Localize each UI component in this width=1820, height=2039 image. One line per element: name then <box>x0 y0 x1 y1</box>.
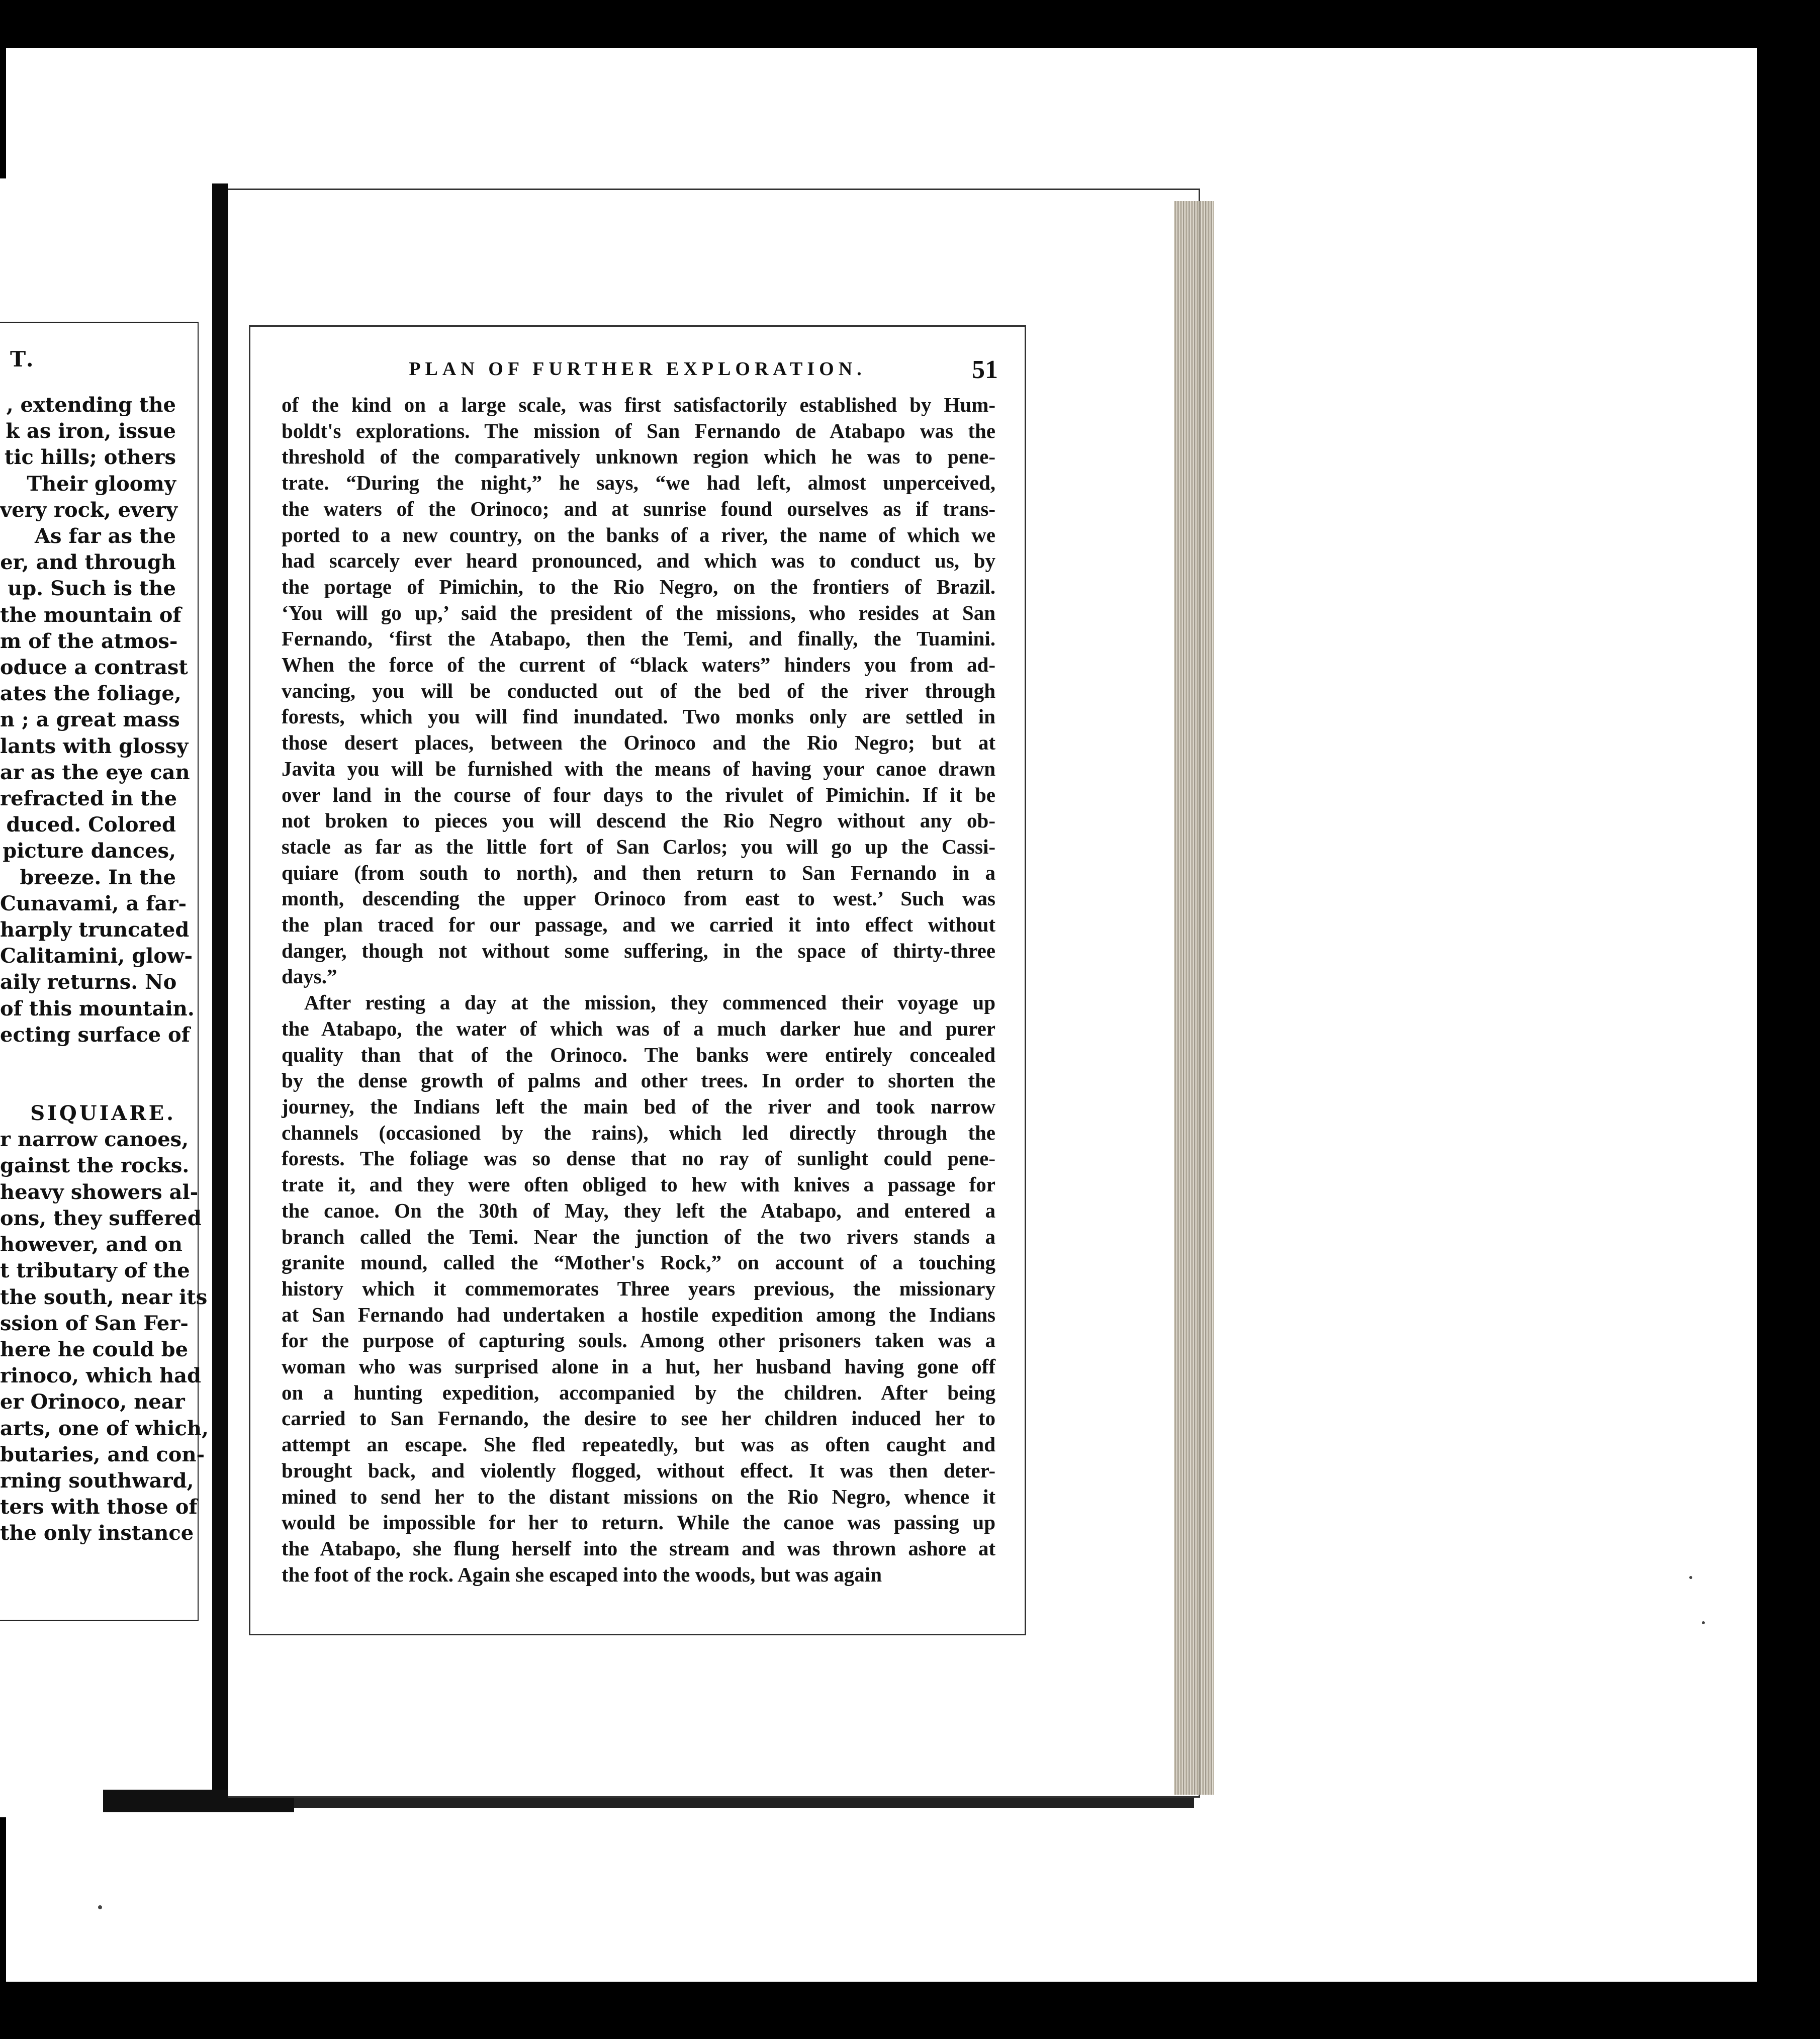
text-line: brought back, and violently flogged, without effect. It was then deter- <box>282 1458 995 1482</box>
left-text-line: very rock, every <box>0 498 178 522</box>
left-text-line: Their gloomy <box>27 472 176 496</box>
text-line: stacle as far as the little fort of San Carlos; you will go up the Cassi- <box>282 835 995 858</box>
left-text-line: t tributary of the <box>0 1259 190 1283</box>
left-text-line: the south, near its <box>0 1285 208 1309</box>
left-text-line: of this mountain. <box>0 996 195 1021</box>
text-line: Fernando, ‘first the Atabapo, then the Temi, and finally, the Tuamini. <box>282 627 995 651</box>
text-line: history which it commemorates Three years previous, the missionary <box>282 1276 995 1300</box>
left-text-line: ssion of San Fer- <box>0 1311 189 1335</box>
text-line: for the purpose of capturing souls. Among other prisoners taken was a <box>282 1329 995 1352</box>
text-line: vancing, you will be conducted out of the bed of the river through <box>282 679 995 702</box>
left-text-line: ters with those of <box>0 1495 198 1519</box>
left-text-line: refracted in the <box>0 787 177 811</box>
text-line: branch called the Temi. Near the junction of the two rivers stands a <box>282 1225 995 1248</box>
text-line: boldt's explorations. The mission of San Fernando de Atabapo was the <box>282 419 995 442</box>
text-line: trate it, and they were often obliged to hew with knives a passage for <box>282 1173 995 1196</box>
dust-speck <box>98 1905 102 1909</box>
left-running-head: T. <box>10 347 37 372</box>
text-line: granite mound, called the “Mother's Rock,” on account of a touching <box>282 1251 995 1274</box>
text-line: quiare (from south to north), and then return to San Fernando in a <box>282 861 995 884</box>
left-text-line: r narrow canoes, <box>0 1128 189 1152</box>
text-line: the foot of the rock. Again she escaped into the woods, but was again <box>282 1562 882 1586</box>
line-gap <box>0 1074 176 1100</box>
left-text-line: arts, one of which, <box>0 1416 209 1440</box>
text-line: days.” <box>282 965 337 988</box>
text-line: not broken to pieces you will descend the Rio Negro without any ob- <box>282 809 995 832</box>
left-text-line: er Orinoco, near <box>0 1390 185 1414</box>
book-spine <box>212 183 228 1802</box>
text-line: ‘You will go up,’ said the president of the missions, who resides at San <box>282 601 995 624</box>
left-text-line: harply truncated <box>0 918 190 942</box>
left-text-line: m of the atmos- <box>0 629 178 653</box>
dust-speck <box>1689 1576 1692 1579</box>
running-head: PLAN OF FURTHER EXPLORATION. <box>409 358 866 380</box>
left-text-line: ar as the eye can <box>0 760 190 784</box>
right-page-frame <box>249 325 1026 1635</box>
left-text-line: rinoco, which had <box>0 1364 201 1388</box>
text-line: the portage of Pimichin, to the Rio Negro, on the frontiers of Brazil. <box>282 575 995 598</box>
left-page-text <box>0 392 209 1547</box>
left-text-line: Cunavami, a far- <box>0 891 187 915</box>
text-line: channels (occasioned by the rains), which led directly through the <box>282 1121 995 1144</box>
left-text-line: the only instance <box>0 1521 194 1545</box>
text-line: the canoe. On the 30th of May, they left the Atabapo, and entered a <box>282 1198 995 1222</box>
text-line: Javita you will be furnished with the means of having your canoe drawn <box>282 757 995 780</box>
left-text-line: As far as the <box>35 524 176 548</box>
scan-border-top <box>0 0 1820 48</box>
text-line: the Atabapo, the water of which was of a much darker hue and purer <box>282 1016 995 1040</box>
left-text-line: n ; a great mass <box>0 708 180 732</box>
text-line: carried to San Fernando, the desire to see her children induced her to <box>282 1407 995 1430</box>
left-text-line: breeze. In the <box>20 865 176 889</box>
left-text-line: picture dances, <box>3 839 176 863</box>
text-line: journey, the Indians left the main bed of the river and took narrow <box>282 1094 995 1118</box>
text-line: danger, though not without some suffering, in the space of thirty-three <box>282 939 995 962</box>
text-line: at San Fernando had undertaken a hostile expedition among the Indians <box>282 1303 995 1326</box>
text-line: When the force of the current of “black waters” hinders you from ad- <box>282 653 995 677</box>
line-gap <box>0 1048 176 1074</box>
text-line: of the kind on a large scale, was first satisfactorily established by Hum- <box>282 393 995 416</box>
left-text-line: ons, they suffered <box>0 1206 202 1230</box>
text-line: those desert places, between the Orinoco and the Rio Negro; but at <box>282 731 995 755</box>
left-text-line: k as iron, issue <box>6 419 176 443</box>
text-line: forests, which you will find inundated. Two monks only are settled in <box>282 705 995 728</box>
left-text-line: Calitamini, glow- <box>0 944 193 968</box>
page-number: 51 <box>972 355 998 384</box>
left-text-line: gainst the rocks. <box>0 1154 190 1178</box>
text-line: the plan traced for our passage, and we carried it into effect without <box>282 913 995 937</box>
text-line: month, descending the upper Orinoco from east to west.’ Such was <box>282 887 995 910</box>
text-line: trate. “During the night,” he says, “we had left, almost unperceived, <box>282 471 995 495</box>
text-line: the Atabapo, she flung herself into the stream and was thrown ashore at <box>282 1536 995 1560</box>
text-line: would be impossible for her to return. While the canoe was passing up <box>282 1511 995 1534</box>
left-text-line: here he could be <box>0 1337 189 1361</box>
text-line: the waters of the Orinoco; and at sunrise found ourselves as if trans- <box>282 497 995 520</box>
body-text <box>282 392 995 1588</box>
left-text-line: lants with glossy <box>0 734 189 758</box>
text-line: After resting a day at the mission, they commenced their voyage up <box>304 991 995 1014</box>
left-text-line: aily returns. No <box>0 970 177 994</box>
left-text-line: however, and on <box>0 1233 183 1257</box>
left-text-line: duced. Colored <box>6 813 176 837</box>
scan-border-right <box>1757 0 1820 2039</box>
text-line: woman who was surprised alone in a hut, her husband having gone off <box>282 1355 995 1378</box>
text-line: over land in the course of four days to the rivulet of Pimichin. If it be <box>282 783 995 806</box>
text-line: by the dense growth of palms and other trees. In order to shorten the <box>282 1069 995 1092</box>
text-line: threshold of the comparatively unknown region which he was to pene- <box>282 445 995 469</box>
left-text-line: tic hills; others <box>4 445 176 470</box>
text-line: mined to send her to the distant missions on the Rio Negro, whence it <box>282 1485 995 1508</box>
dust-speck <box>1702 1621 1705 1624</box>
left-text-line: oduce a contrast <box>0 656 188 680</box>
text-line: quality than that of the Orinoco. The banks were entirely concealed <box>282 1043 995 1066</box>
text-line: attempt an escape. She fled repeatedly, but was as often caught and <box>282 1433 995 1456</box>
text-line: ported to a new country, on the banks of a river, the name of which we <box>282 523 995 546</box>
scan-border-bottom <box>0 1982 1820 2039</box>
left-text-line: SIQUIARE. <box>30 1101 176 1126</box>
left-text-line: heavy showers al- <box>0 1180 199 1204</box>
left-text-line: the mountain of <box>0 603 181 627</box>
page-fore-edge <box>1174 201 1214 1795</box>
left-text-line: butaries, and con- <box>0 1442 205 1466</box>
left-text-line: ates the foliage, <box>0 682 181 706</box>
left-text-line: er, and through <box>0 550 176 575</box>
left-text-line: ecting surface of <box>0 1023 190 1047</box>
text-line: had scarcely ever heard pronounced, and which was to conduct us, by <box>282 549 995 573</box>
text-line: forests. The foliage was so dense that no ray of sunlight could pene- <box>282 1147 995 1170</box>
left-text-line: rning southward, <box>0 1468 194 1493</box>
left-text-line: , extending the <box>6 393 176 417</box>
left-text-line: up. Such is the <box>8 577 176 601</box>
text-line: on a hunting expedition, accompanied by the children. After being <box>282 1380 995 1404</box>
